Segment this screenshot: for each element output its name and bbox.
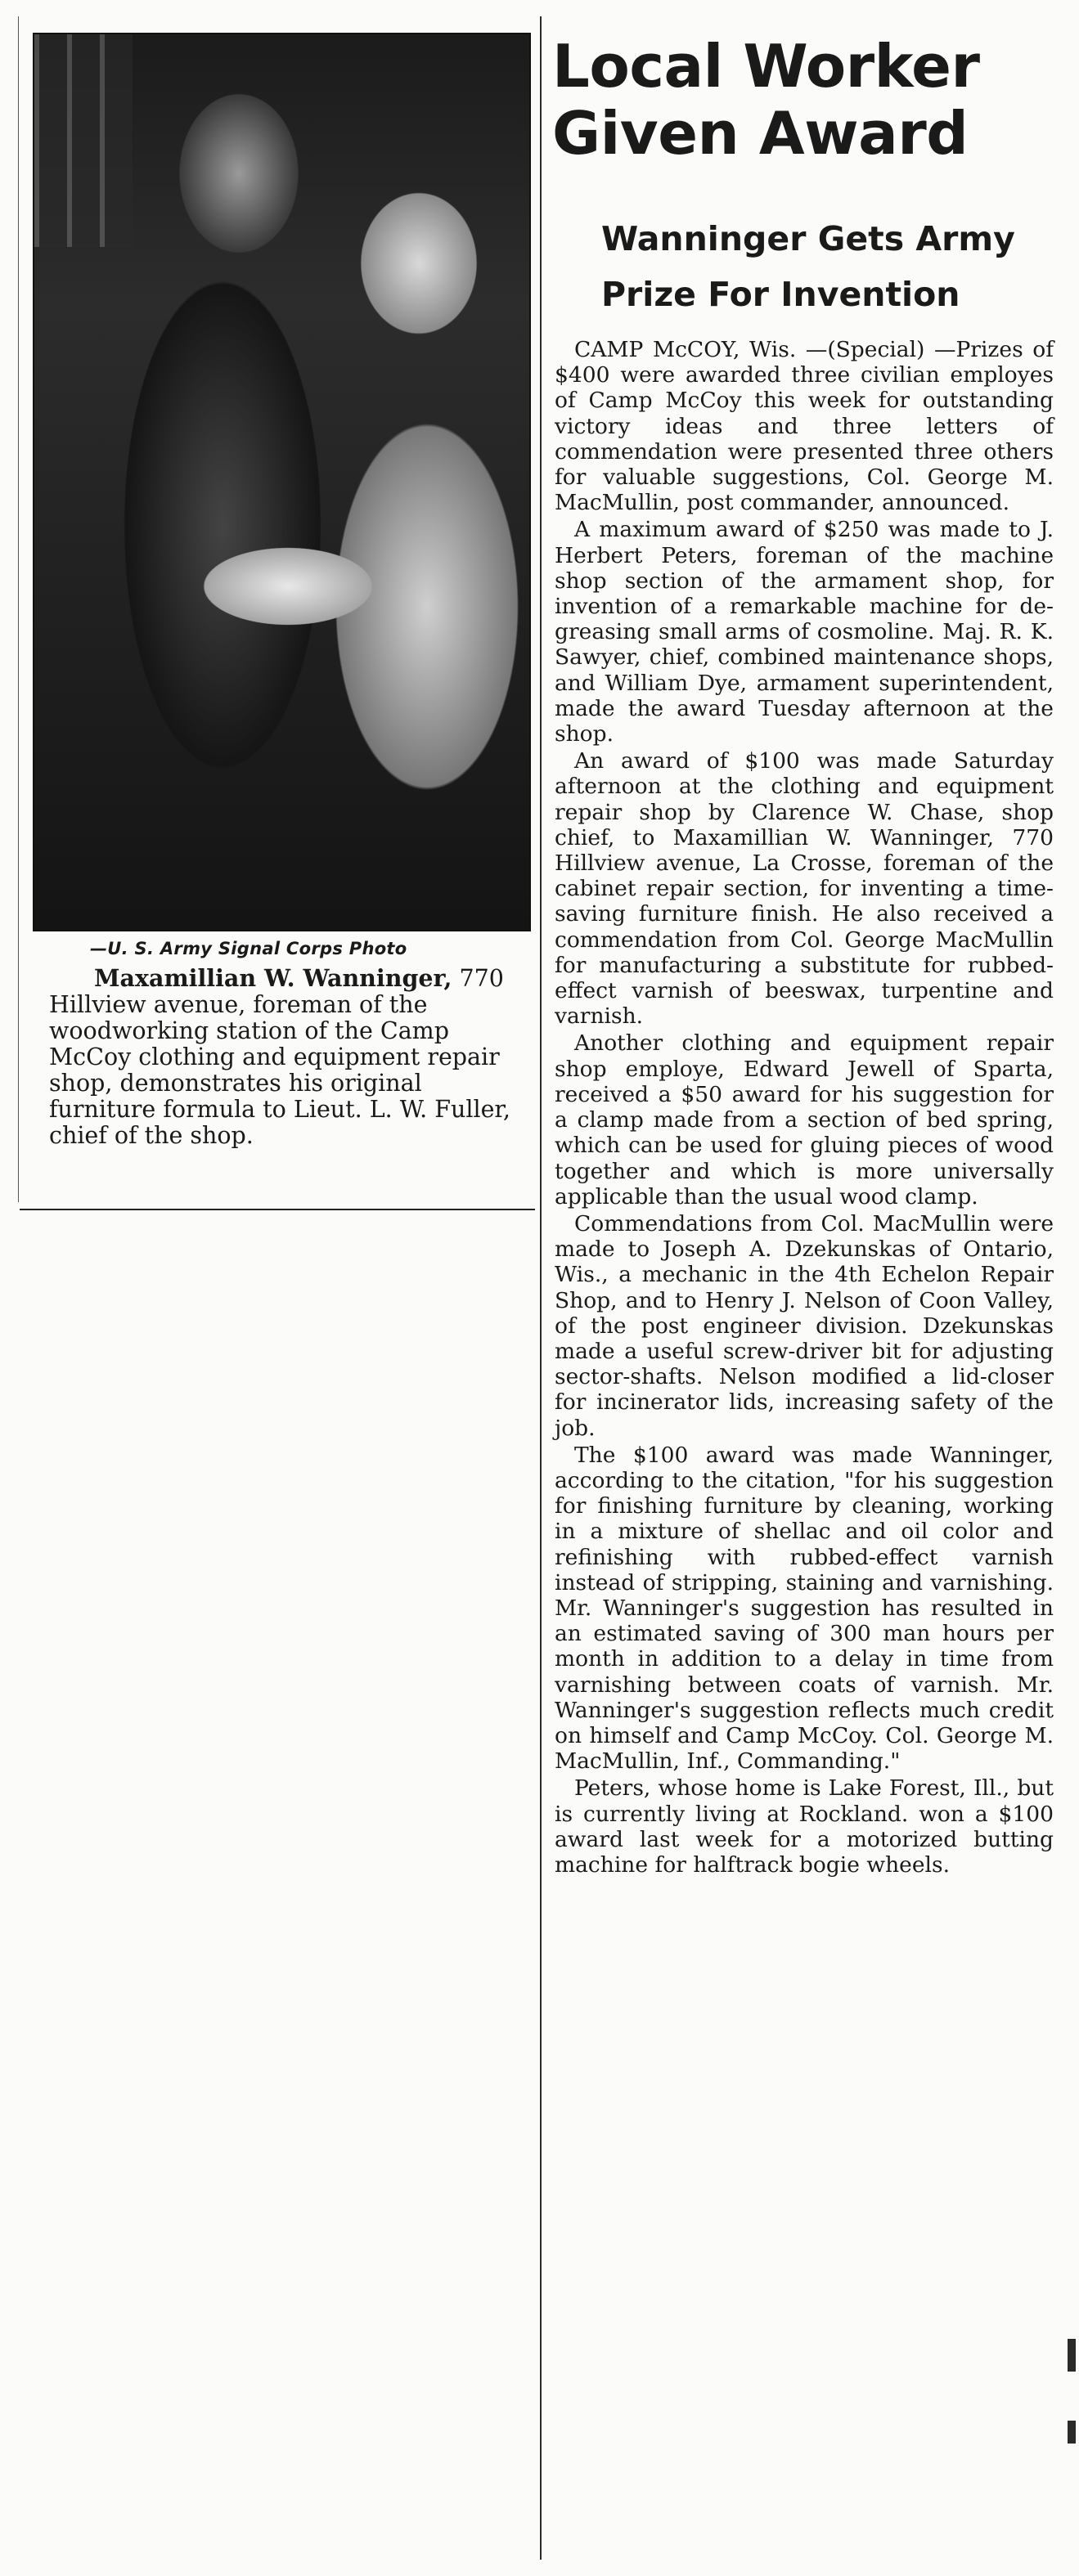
article-paragraph: A maximum award of $250 was made to J. Herbert Peters, foreman of the machine shop section of the armament shop, for invention of a remarkable machine for de-greasing small arms of cosmoline. Maj. R. K. Sawyer, chief, combined maintenance shops, and William Dye, armament superintendent, made the award Tuesday afternoon at the shop. bbox=[555, 517, 1054, 747]
article-paragraph: Another clothing and equipment repair shop employe, Edward Jewell of Sparta, received a $50 award for his suggestion for a clamp made from a section of bed spring, which can be used for gluing pieces of wood together and which is more universally applicable than the usual wood clamp. bbox=[555, 1030, 1054, 1209]
left-column-rule bbox=[18, 16, 19, 1202]
photo-window-shape bbox=[34, 34, 133, 247]
photo-caption bbox=[49, 965, 528, 1149]
news-photo bbox=[33, 33, 531, 931]
caption-text: 770 Hillview avenue, foreman of the woodworking station of the Camp McCoy clothing and equipment repair shop, demonstrates his original furniture formula to Lieut. L. W. Fuller, chief of the shop. bbox=[49, 965, 510, 1149]
article-body bbox=[555, 337, 1054, 1879]
article-paragraph: The $100 award was made Wanninger, according to the citation, "for his suggestion for finishing furniture by cleaning, working in a mixture of shellac and oil color and refinishing with rubbed-effect varnish instead of stripping, staining and varnishing. Mr. Wanninger's suggestion has resulted in an estimated saving of 300 man hours per month in addition to a delay in time from varnishing between coats of varnish. Mr. Wanninger's suggestion reflects much credit on himself and Camp McCoy. Col. George M. MacMullin, Inf., Commanding." bbox=[555, 1442, 1054, 1775]
article-paragraph: An award of $100 was made Saturday afternoon at the clothing and equipment repair shop by Clarence W. Chase, shop chief, to Maxamillian W. Wanninger, 770 Hillview avenue, La Crosse, foreman of the cabinet repair section, for inventing a time-saving furniture finish. He also received a commendation from Col. George MacMullin for manufacturing a substitute for rubbed-effect varnish of beeswax, turpentine and varnish. bbox=[555, 748, 1054, 1030]
caption-name: Maxamillian W. Wanninger, bbox=[94, 964, 452, 992]
article-paragraph: Peters, whose home is Lake Forest, Ill., but is currently living at Rockland. won a $100 award last week for a motorized butting machine for halftrack bogie wheels. bbox=[555, 1775, 1054, 1878]
photo-hands-shape bbox=[190, 541, 386, 631]
article-paragraph: Commendations from Col. MacMullin were made to Joseph A. Dzekunskas of Ontario, Wis., a mechanic in the 4th Echelon Repair Shop, and to Henry J. Nelson of Coon Valley, of the post engineer division. Dzekunskas made a useful screw-driver bit for adjusting sector-shafts. Nelson modified a lid-closer for incinerator lids, increasing safety of the job. bbox=[555, 1210, 1054, 1441]
photo-credit: —U. S. Army Signal Corps Photo bbox=[90, 939, 407, 958]
adjacent-column-fragment bbox=[1068, 2339, 1076, 2372]
article-paragraph: CAMP McCOY, Wis. —(Special) —Prizes of $400 were awarded three civilian employes of Camp McCoy this week for outstanding victory ideas and three letters of commendation were presented three others for valuable suggestions, Col. George M. MacMullin, post commander, announced. bbox=[555, 337, 1054, 516]
caption-rule bbox=[20, 1209, 535, 1210]
subheadline: Wanninger Gets Army Prize For Invention bbox=[601, 219, 1015, 314]
headline: Local Worker Given Award bbox=[552, 32, 980, 168]
column-divider-rule bbox=[540, 16, 542, 2560]
adjacent-column-fragment bbox=[1068, 2421, 1076, 2444]
